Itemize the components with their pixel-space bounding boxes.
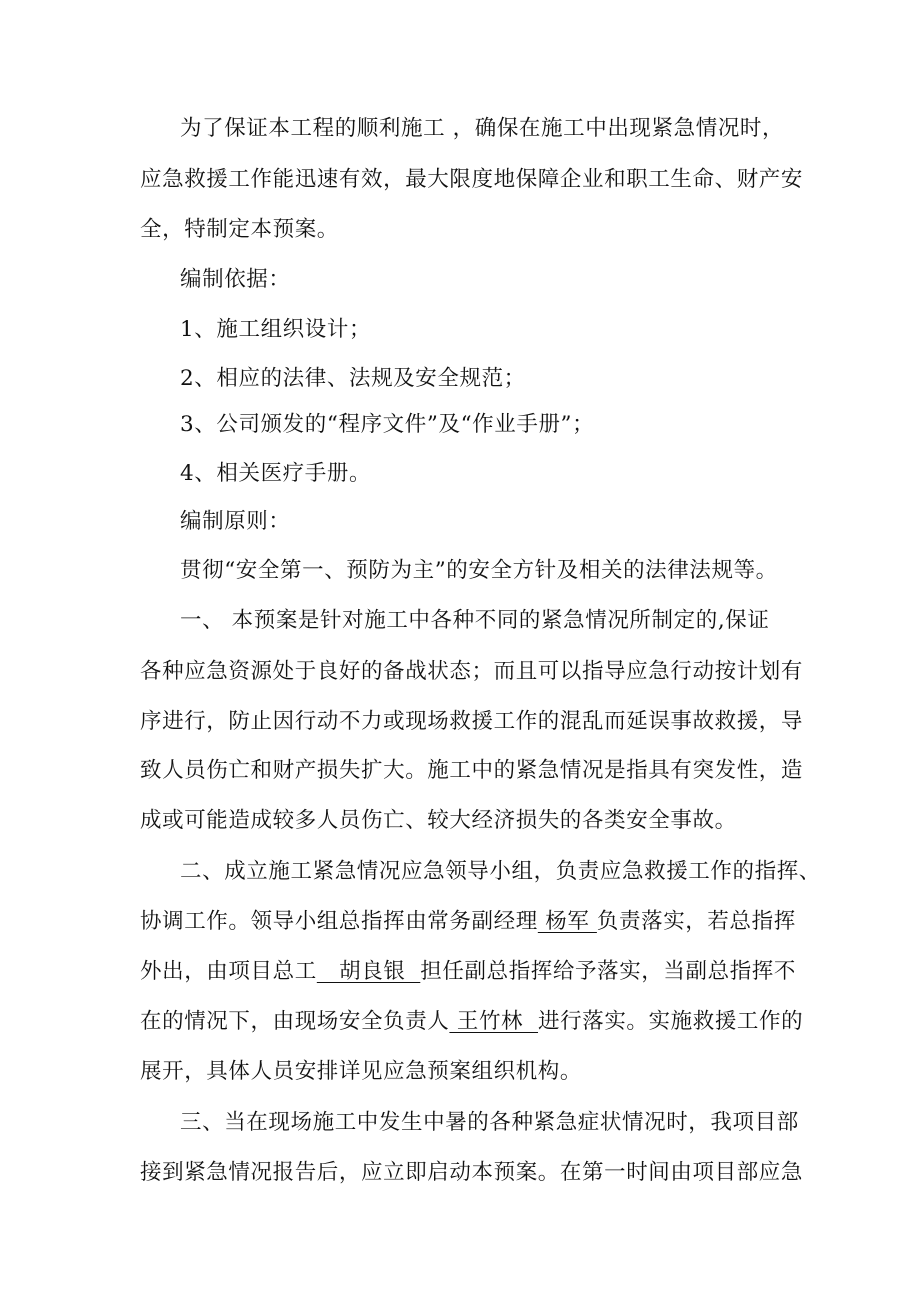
section1-line-2: 各种应急资源处于良好的备战状态；而且可以指导应急行动按计划有: [140, 659, 804, 684]
basis-item-1: 1、施工组织设计；: [180, 317, 372, 342]
section1-line-3: 序进行，防止因行动不力或现场救援工作的混乱而延误事故救援，导: [140, 709, 804, 734]
principle-text: 贯彻“安全第一、预防为主”的安全方针及相关的法律法规等。: [180, 558, 778, 583]
intro-line-1: 为了保证本工程的顺利施工 ，确保在施工中出现紧急情况时，: [180, 116, 785, 141]
safety-officer-name: 王竹林: [449, 1009, 539, 1034]
basis-heading: 编制依据：: [180, 267, 291, 292]
basis-item-4: 4、相关医疗手册。: [180, 461, 372, 486]
section2-line-3-post: 担任副总指挥给予落实，当副总指挥不: [420, 959, 796, 984]
basis-item-3: 3、公司颁发的“程序文件”及“作业手册”；: [180, 412, 595, 437]
section2-line-3: [140, 957, 796, 987]
section2-line-5: 展开，具体人员安排详见应急预案组织机构。: [140, 1059, 583, 1084]
section2-line-4-post: 进行落实。实施救援工作的: [538, 1009, 804, 1034]
section1-line-1: 一、 本预案是针对施工中各种不同的紧急情况所制定的,保证: [180, 608, 770, 633]
section2-line-1: 二、成立施工紧急情况应急领导小组，负责应急救援工作的指挥、: [180, 859, 821, 884]
section2-line-2: [140, 907, 796, 937]
section2-line-3-pre: 外出，由项目总工: [140, 959, 317, 984]
basis-item-2: 2、相应的法律、法规及安全规范；: [180, 366, 526, 391]
principle-heading: 编制原则：: [180, 509, 291, 534]
intro-line-3: 全，特制定本预案。: [140, 217, 339, 242]
section3-line-2: 接到紧急情况报告后，应立即启动本预案。在第一时间由项目部应急: [140, 1160, 804, 1185]
section2-line-4: [140, 1007, 803, 1037]
section1-line-5: 成或可能造成较多人员伤亡、较大经济损失的各类安全事故。: [140, 808, 737, 833]
section2-line-4-pre: 在的情况下，由现场安全负责人: [140, 1009, 450, 1034]
intro-line-2: 应急救援工作能迅速有效，最大限度地保障企业和职工生命、财产安: [140, 167, 804, 192]
section2-line-2-post: 负责落实，若总指挥: [596, 909, 796, 934]
deputy-name: 胡良银: [316, 959, 421, 984]
section3-line-1: 三、当在现场施工中发生中暑的各种紧急症状情况时，我项目部: [180, 1110, 799, 1135]
section1-line-4: 致人员伤亡和财产损失扩大。施工中的紧急情况是指具有突发性，造: [140, 758, 804, 783]
commander-name: 杨军: [537, 909, 597, 934]
section2-line-2-pre: 协调工作。领导小组总指挥由常务副经理: [140, 909, 538, 934]
